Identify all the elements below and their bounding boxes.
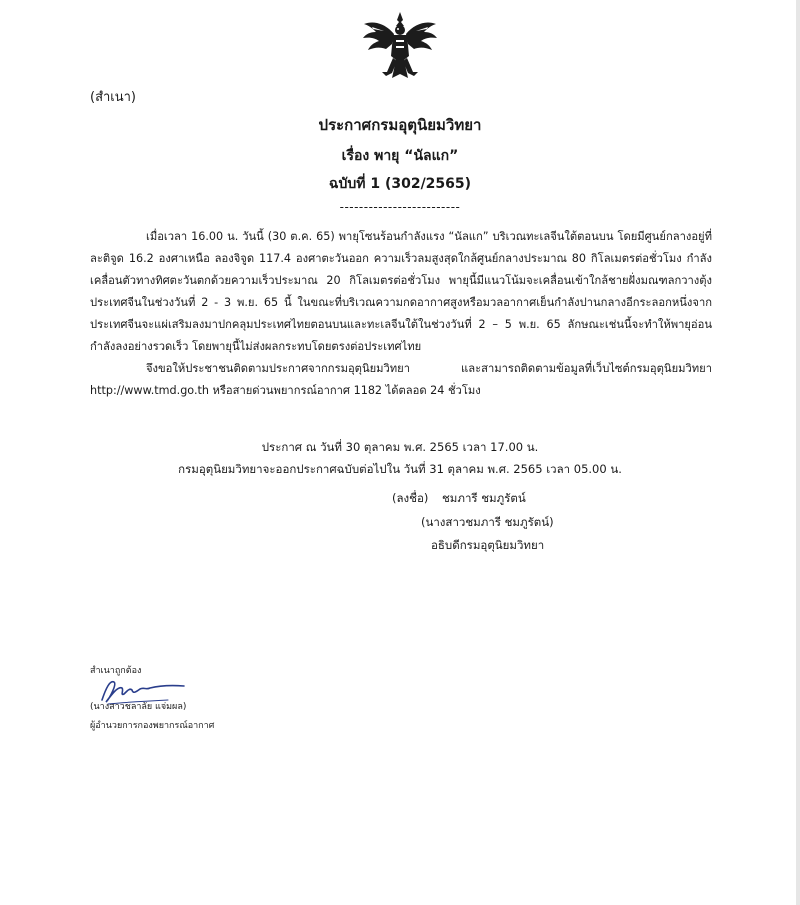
signatory-full-name: (นางสาวชมภารี ชมภูรัตน์) (421, 515, 554, 529)
copy-label: (สำเนา) (90, 90, 137, 105)
body-paragraph-2: จึงขอให้ประชาชนติดตามประกาศจากกรมอุตุนิยมวิทยา และสามารถติดตามข้อมูลที่เว็บไซต์กรมอุตุนิยมวิทยา http://www.tmd.go.th หรือสายด่วนพยากรณ์อากาศ 1182 ได้ตลอด 24 ชั่วโมง (90, 362, 712, 397)
body-paragraph-1: เมื่อเวลา 16.00 น. วันนี้ (30 ต.ค. 65) พายุโซนร้อนกำลังแรง “นัลแก” บริเวณทะเลจีนใต้ตอนบน โดยมีศูนย์กลางอยู่ที่ละติจูด 16.2 องศาเหนือ ลองจิจูด 117.4 องศาตะวันออก ความเร็วลมสูงสุดใกล้ศูนย์กลางประมาณ 80 กิโลเมตรต่อชั่วโมง กำลังเคลื่อนตัวทางทิศตะวันตกด้วยความเร็วประมาณ 20 กิโลเมตรต่อชั่วโมง พายุนี้มีแนวโน้มจะเคลื่อนเข้าใกล้ชายฝั่งมณฑลกวางตุ้ง ประเทศจีนในช่วงวันที่ 2 - 3 พ.ย. 65 นี้ ในขณะที่บริเวณความกดอากาศสูงหรือมวลอากาศเย็นกำลังปานกลางอีกระลอกหนึ่งจากประเทศจีนจะแผ่เสริมลงมาปกคลุมประเทศไทยตอนบนและทะเลจีนใต้ในช่วงวันที่ 2 – 5 พ.ย. 65 ลักษณะเช่นนี้จะทำให้พายุอ่อนกำลังลงอย่างรวดเร็ว โดยพายุนี้ไม่ส่งผลกระทบโดยตรงต่อประเทศไทย (90, 230, 712, 353)
announcement-subject: เรื่อง พายุ “นัลแก” (341, 148, 459, 164)
announcement-title: ประกาศกรมอุตุนิยมวิทยา (318, 116, 482, 134)
next-issue-notice: กรมอุตุนิยมวิทยาจะออกประกาศฉบับต่อไปใน วันที่ 31 ตุลาคม พ.ศ. 2565 เวลา 05.00 น. (178, 462, 622, 476)
certifier-position: ผู้อำนวยการกองพยากรณ์อากาศ (90, 721, 215, 731)
certifier-name: (นางสาวชลาลัย แจ่มผล) (90, 702, 187, 712)
garuda-emblem-icon (360, 10, 440, 82)
issued-date: ประกาศ ณ วันที่ 30 ตุลาคม พ.ศ. 2565 เวลา 17.00 น. (261, 440, 539, 454)
signatory-name: ชมภารี ชมภูรัตน์ (442, 491, 526, 505)
title-divider: ------------------------- (339, 200, 461, 214)
sign-label: (ลงชื่อ) (392, 491, 429, 505)
certified-copy-label: สำเนาถูกต้อง (90, 666, 142, 676)
signatory-position: อธิบดีกรมอุตุนิยมวิทยา (431, 538, 545, 552)
announcement-issue-number: ฉบับที่ 1 (302/2565) (328, 176, 472, 192)
